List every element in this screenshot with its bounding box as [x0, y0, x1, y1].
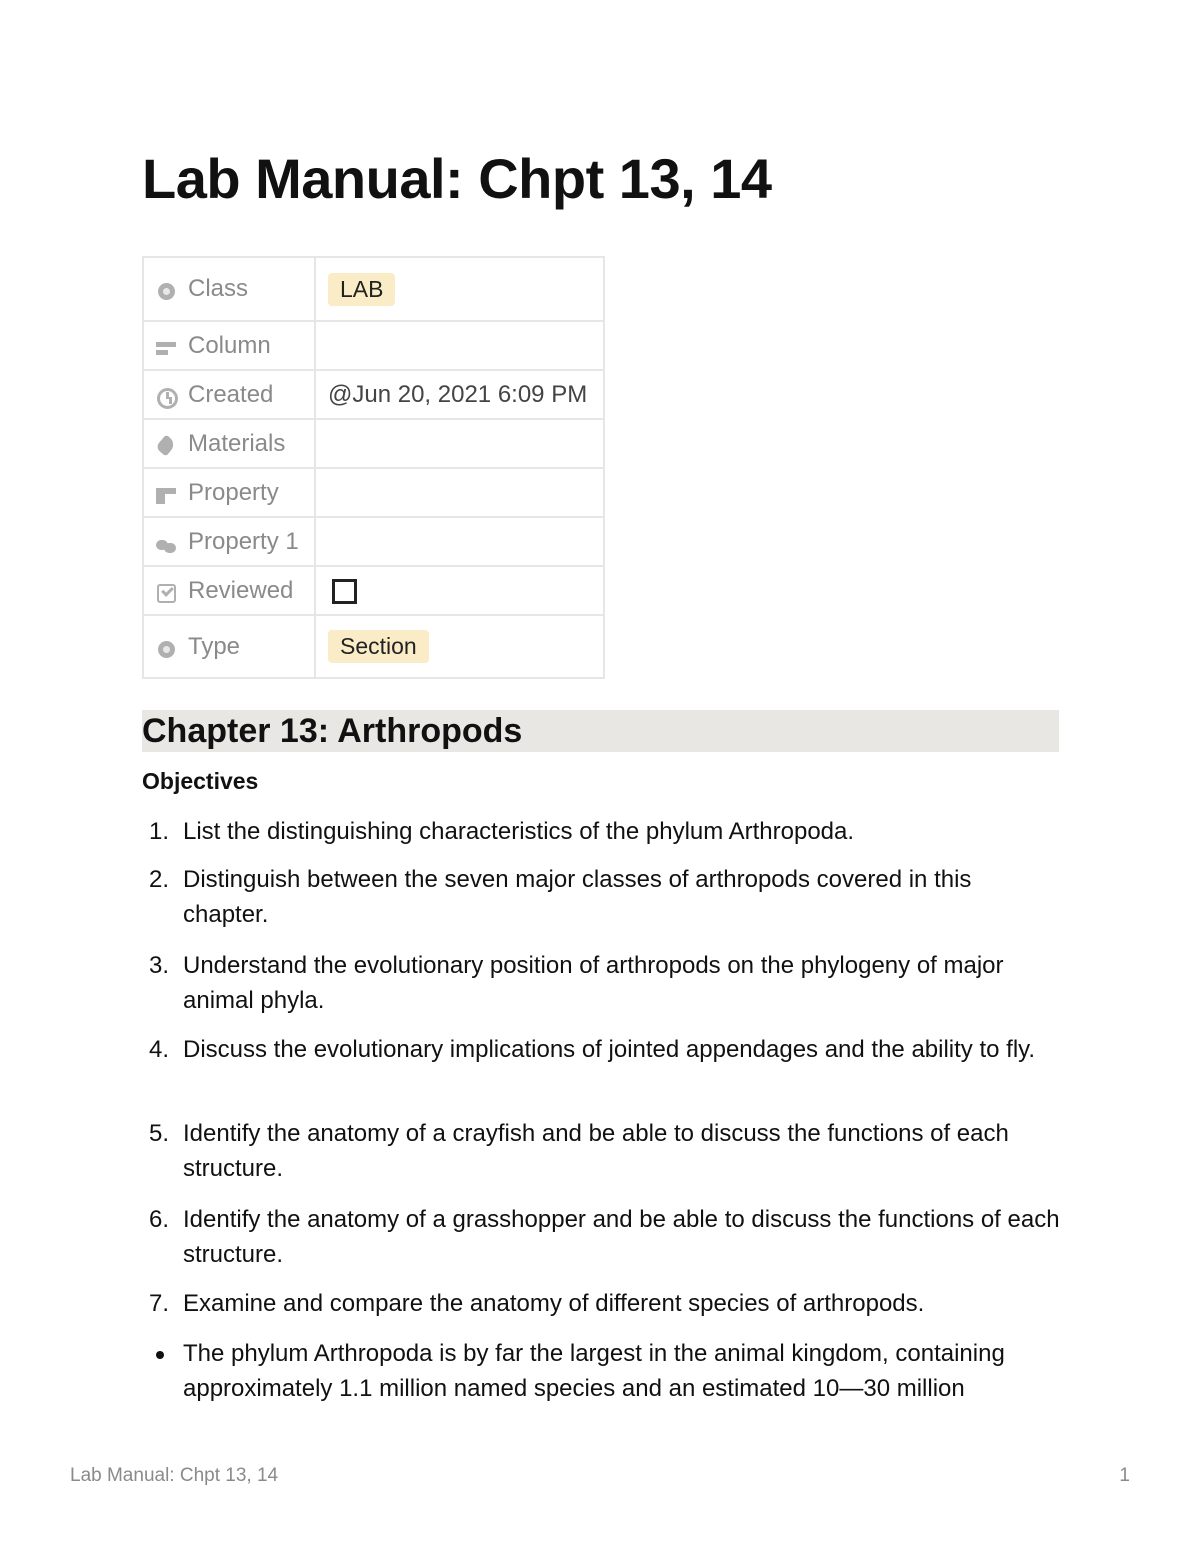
bullet-icon [156, 1351, 164, 1359]
property-row-property [143, 468, 604, 517]
property-row-class [143, 257, 604, 321]
property-1-value[interactable] [315, 517, 604, 566]
chapter-heading: Chapter 13: Arthropods [142, 710, 1059, 752]
property-key: Reviewed [188, 576, 294, 604]
list-number: 3. [149, 952, 170, 979]
page-number: 1 [1119, 1465, 1130, 1486]
list-number: 5. [149, 1120, 170, 1147]
list-text: Examine and compare the anatomy of different species of arthropods. [183, 1290, 925, 1317]
list-text: Understand the evolutionary position of arthropods on the phylogeny of major animal phyla. [183, 952, 1004, 1014]
materials-value[interactable] [315, 419, 604, 468]
property-row-property-1 [143, 517, 604, 566]
select-icon [156, 279, 176, 299]
list-number: 6. [149, 1206, 170, 1233]
bullet-item [142, 1336, 1060, 1406]
column-value[interactable] [315, 321, 604, 370]
list-number: 4. [149, 1036, 170, 1063]
property-row-column [143, 321, 604, 370]
property-key: Materials [188, 429, 286, 457]
property-value[interactable] [315, 468, 604, 517]
property-key: Column [188, 331, 271, 359]
list-text: List the distinguishing characteristics of the phylum Arthropoda. [183, 818, 855, 845]
list-text: Distinguish between the seven major classes of arthropods covered in this chapter. [183, 866, 972, 928]
list-number: 1. [149, 818, 170, 845]
class-tag[interactable]: LAB [328, 273, 395, 306]
list-number: 2. [149, 866, 170, 893]
list-item [142, 862, 1060, 932]
property-row-created [143, 370, 604, 419]
link-icon [156, 532, 176, 552]
created-value: @Jun 20, 2021 6:09 PM [328, 380, 588, 408]
checkbox-icon [156, 581, 176, 601]
property-key: Type [188, 632, 241, 660]
page-title: Lab Manual: Chpt 13, 14 [142, 147, 772, 210]
property-key: Property [188, 478, 279, 506]
text-icon [156, 483, 176, 503]
list-number: 7. [149, 1290, 170, 1317]
footer-title: Lab Manual: Chpt 13, 14 [70, 1465, 279, 1486]
reviewed-checkbox[interactable] [332, 579, 357, 604]
bullet-text: The phylum Arthropoda is by far the largest in the animal kingdom, containing approximately 1.1 million named species and an estimated 10—30 million [183, 1340, 1005, 1402]
clock-icon [156, 385, 176, 405]
type-tag[interactable]: Section [328, 630, 429, 663]
property-row-materials [143, 419, 604, 468]
tag-icon [156, 434, 176, 454]
list-item [142, 1286, 1060, 1321]
property-key: Class [188, 275, 249, 302]
property-key: Property 1 [188, 527, 299, 555]
property-key: Created [188, 380, 274, 408]
property-row-type [143, 615, 604, 678]
list-text: Discuss the evolutionary implications of jointed appendages and the ability to fly. [183, 1036, 1036, 1063]
list-item [142, 814, 1060, 849]
list-text: Identify the anatomy of a crayfish and be able to discuss the functions of each structure. [183, 1120, 1009, 1182]
list-item [142, 1116, 1060, 1186]
list-item [142, 948, 1060, 1018]
text-lines-icon [156, 336, 176, 356]
list-item [142, 1202, 1060, 1272]
list-text: Identify the anatomy of a grasshopper and be able to discuss the functions of each structure. [183, 1206, 1060, 1268]
objectives-heading: Objectives [142, 768, 259, 794]
list-item [142, 1032, 1060, 1067]
select-icon [156, 637, 176, 657]
property-row-reviewed [143, 566, 604, 615]
properties-table [142, 256, 605, 679]
